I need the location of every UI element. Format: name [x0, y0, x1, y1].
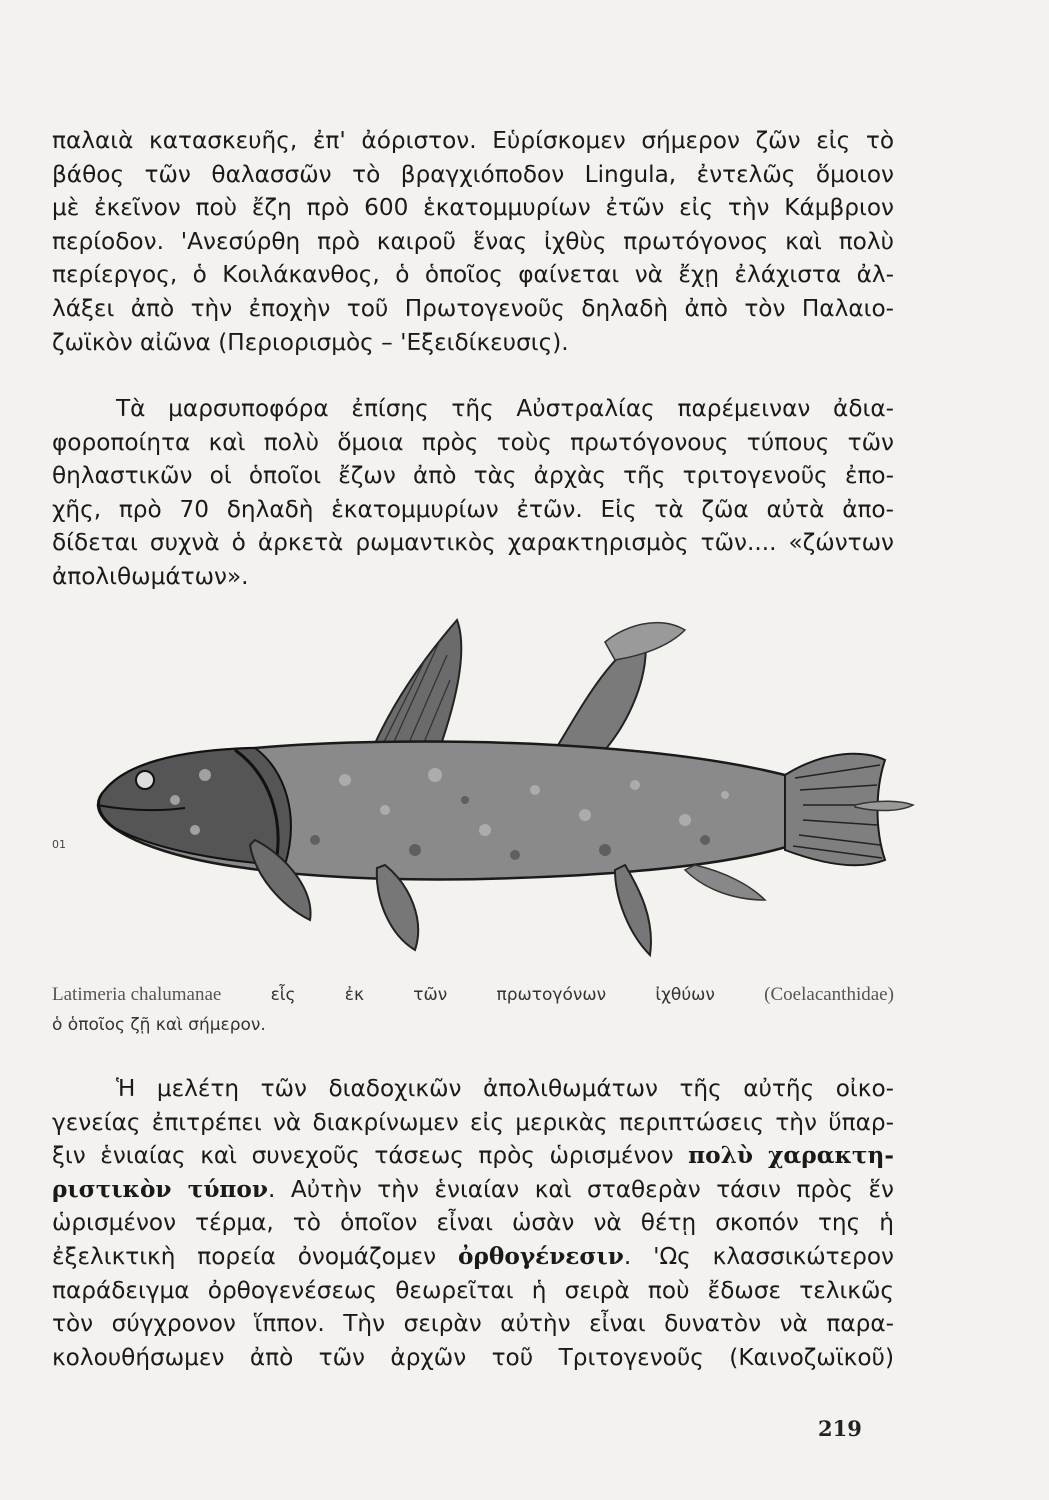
text-line: φοροποίητα καὶ πολὺ ὅμοια πρὸς τοὺς πρωτόγονους τύπους τῶν	[52, 428, 894, 456]
text-line: Ἡ μελέτη τῶν διαδοχικῶν ἀπολιθωμάτων τῆς αὐτῆς οἰκο-	[116, 1075, 894, 1102]
page-number: 219	[818, 1416, 862, 1441]
caption-line-2: ὁ ὁποῖος ζῇ καὶ σήμερον.	[52, 1015, 266, 1035]
paragraph-2	[52, 392, 894, 594]
text-run: ἐξελικτικὴ πορεία ὀνομάζομεν	[52, 1242, 437, 1270]
text-line: βάθος τῶν θαλασσῶν τὸ βραγχιόποδον Lingula, ἐντελῶς ὅμοιον	[52, 160, 894, 188]
caption-word: πρωτογόνων	[496, 985, 607, 1005]
caption-word: εἷς	[270, 985, 296, 1005]
text-line: περίεργος, ὁ Κοιλάκανθος, ὁ ὁποῖος φαίνεται νὰ ἔχῃ ἐλάχιστα ἀλ-	[52, 261, 894, 289]
paragraph-1	[52, 124, 894, 359]
coelacanth-illustration	[85, 600, 915, 970]
figure-number: 01	[52, 838, 66, 851]
text-line: παλαιὰ κατασκευῆς, ἐπ' ἀόριστον. Εὑρίσκομεν σήμερον ζῶν εἰς τὸ	[52, 127, 894, 154]
emphasis-term: ὀρθογένεσιν	[458, 1242, 624, 1270]
text-line: λάξει ἀπὸ τὴν ἐποχὴν τοῦ Πρωτογενοῦς δηλαδὴ ἀπὸ τὸν Παλαιο-	[52, 294, 894, 322]
text-run: . 'Ως κλασσικώτερον	[623, 1242, 894, 1270]
caption-word: ἰχθύων	[655, 985, 715, 1005]
caption-word: τῶν	[413, 985, 448, 1005]
caption-latin-name: Latimeria chalumanae	[52, 984, 222, 1005]
text-line	[52, 1139, 894, 1173]
text-line: μὲ ἐκεῖνον ποὺ ἔζη πρὸ 600 ἑκατομμυρίων ἐτῶν εἰς τὴν Κάμβριον	[52, 194, 894, 222]
text-line	[52, 1240, 894, 1274]
text-line	[52, 1173, 894, 1207]
text-line: δίδεται συχνὰ ὁ ἀρκετὰ ρωμαντικὸς χαρακτηρισμὸς τῶν.... «ζώντων	[52, 529, 894, 557]
text-run: ξιν ἑνιαίας καὶ συνεχοῦς τάσεως πρὸς ὡρισμένον	[52, 1142, 674, 1170]
text-line: ζωϊκὸν αἰῶνα (Περιορισμὸς – 'Εξειδίκευσις).	[52, 328, 569, 356]
caption-line-1	[52, 980, 894, 1010]
text-line: χῆς, πρὸ 70 δηλαδὴ ἑκατομμυρίων ἐτῶν. Εἰς τὰ ζῶα αὐτὰ ἀπο-	[52, 495, 894, 523]
eye-icon	[136, 771, 154, 789]
text-line: ὡρισμένον τέρμα, τὸ ὁποῖον εἶναι ὡσὰν νὰ θέτῃ σκοπόν της ἡ	[52, 1209, 894, 1237]
text-line: γενείας ἐπιτρέπει νὰ διακρίνωμεν εἰς μερικὰς περιπτώσεις τὴν ὕπαρ-	[52, 1108, 894, 1136]
text-line: τὸν σύγχρονον ἵππον. Τὴν σειρὰν αὐτὴν εἶναι δυνατὸν νὰ παρα-	[52, 1310, 894, 1338]
text-line: θηλαστικῶν οἱ ὁποῖοι ἔζων ἀπὸ τὰς ἀρχὰς τῆς τριτογενοῦς ἐπο-	[52, 462, 894, 490]
text-line: ἀπολιθωμάτων».	[52, 562, 249, 590]
caption-word: ἐκ	[344, 985, 364, 1005]
text-line: Τὰ μαρσυποφόρα ἐπίσης τῆς Αὐστραλίας παρέμειναν ἀδια-	[116, 395, 894, 422]
text-line: περίοδον. 'Ανεσύρθη πρὸ καιροῦ ἕνας ἰχθὺς πρωτόγονος καὶ πολὺ	[52, 227, 894, 255]
paragraph-3	[52, 1072, 894, 1374]
caption-family: (Coelacanthidae)	[764, 984, 894, 1005]
text-line: κολουθήσωμεν ἀπὸ τῶν ἀρχῶν τοῦ Τριτογενοῦς (Καινοζωϊκοῦ)	[52, 1343, 894, 1371]
emphasis-term: πολὺ χαρακτη-	[688, 1142, 895, 1170]
text-line: παράδειγμα ὀρθογενέσεως θεωρεῖται ἡ σειρὰ ποὺ ἔδωσε τελικῶς	[52, 1276, 894, 1304]
emphasis-term: ριστικὸν τύπον	[52, 1175, 268, 1203]
text-run: . Αὐτὴν τὴν ἑνιαίαν καὶ σταθερὰν τάσιν πρὸς ἕν	[267, 1175, 894, 1203]
figure-caption	[52, 980, 894, 1040]
